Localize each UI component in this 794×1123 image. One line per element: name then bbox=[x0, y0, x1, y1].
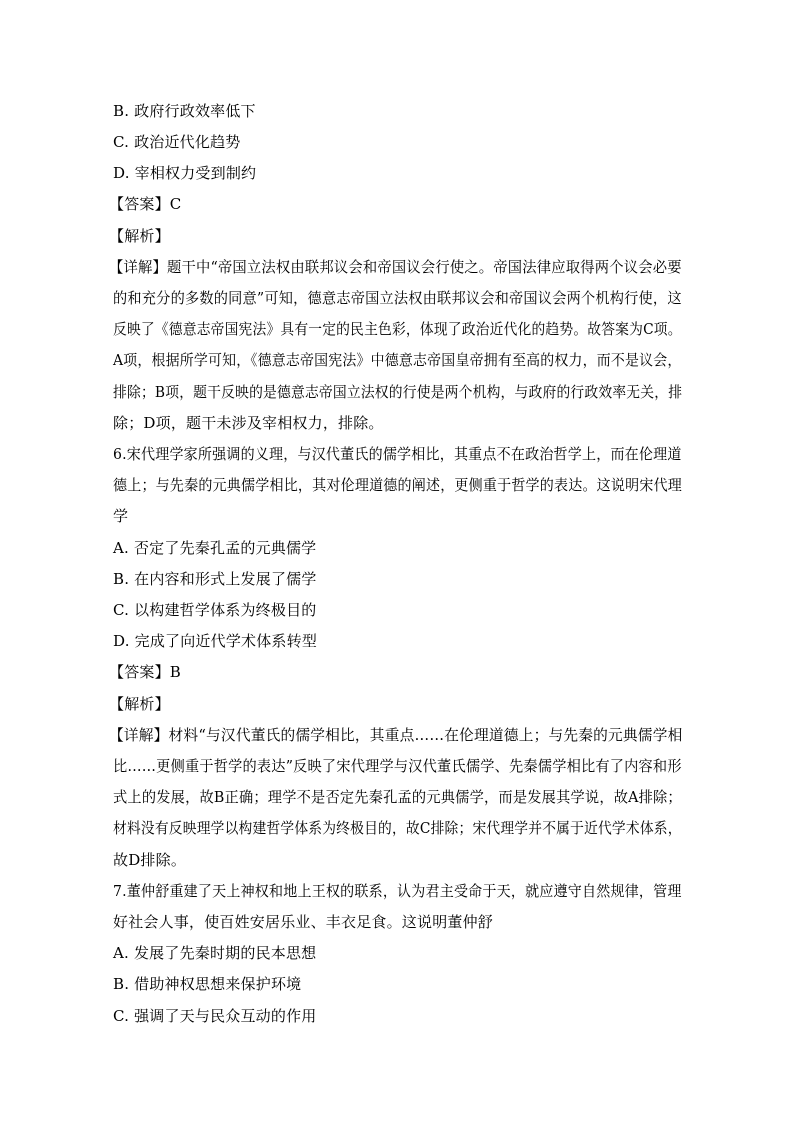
q7-option-c: C. 强调了天与民众互动的作用 bbox=[113, 1007, 317, 1025]
q5-answer: 【答案】C bbox=[109, 195, 182, 213]
q6-analysis-line: 【详解】材料“与汉代董氏的儒学相比，其重点……在伦理道德上；与先秦的元典儒学相 bbox=[109, 726, 683, 744]
q6-stem-line: 6.宋代理学家所强调的义理，与汉代董氏的儒学相比，其重点不在政治哲学上，而在伦理道 bbox=[113, 445, 682, 463]
q5-analysis-line: 除；D项，题干未涉及宰相权力，排除。 bbox=[113, 414, 384, 432]
q6-option-d: D. 完成了向近代学术体系转型 bbox=[113, 632, 318, 650]
q6-option-a: A. 否定了先秦孔孟的元典儒学 bbox=[113, 539, 317, 557]
q6-option-b: B. 在内容和形式上发展了儒学 bbox=[113, 570, 317, 588]
q5-option-c: C. 政治近代化趋势 bbox=[113, 133, 241, 151]
q5-analysis-heading: 【解析】 bbox=[109, 227, 170, 245]
q6-analysis-line: 式上的发展，故B正确；理学不是否定先秦孔孟的元典儒学，而是发展其学说，故A排除； bbox=[113, 788, 682, 806]
q6-analysis-line: 比……更侧重于哲学的表达”反映了宋代理学与汉代董氏儒学、先秦儒学相比有了内容和形 bbox=[113, 757, 682, 775]
q6-analysis-line: 故D排除。 bbox=[113, 851, 187, 869]
q5-option-d: D. 宰相权力受到制约 bbox=[113, 164, 257, 182]
q7-stem-line: 好社会人事，使百姓安居乐业、丰衣足食。这说明董仲舒 bbox=[113, 913, 494, 931]
q7-stem-line: 7.董仲舒重建了天上神权和地上王权的联系，认为君主受命于天，就应遵守自然规律，管理 bbox=[113, 882, 682, 900]
q7-option-b: B. 借助神权思想来保护环境 bbox=[113, 975, 302, 993]
q5-analysis-line: 反映了《德意志帝国宪法》具有一定的民主色彩，体现了政治近代化的趋势。故答案为C项。 bbox=[113, 320, 682, 338]
q6-stem-line: 学 bbox=[113, 507, 129, 525]
q6-analysis-line: 材料没有反映理学以构建哲学体系为终极目的，故C排除；宋代理学并不属于近代学术体系， bbox=[113, 819, 682, 837]
q5-analysis-line: 【详解】题干中“帝国立法权由联邦议会和帝国议会行使之。帝国法律应取得两个议会必要 bbox=[109, 258, 682, 276]
q5-analysis-line: 排除；B项，题干反映的是德意志帝国立法权的行使是两个机构，与政府的行政效率无关，排 bbox=[113, 383, 683, 401]
q5-option-b: B. 政府行政效率低下 bbox=[113, 102, 256, 120]
q6-answer: 【答案】B bbox=[109, 663, 182, 681]
q6-option-c: C. 以构建哲学体系为终极目的 bbox=[113, 601, 317, 619]
q5-analysis-line: 的和充分的多数的同意”可知，德意志帝国立法权由联邦议会和帝国议会两个机构行使，这 bbox=[113, 289, 682, 307]
q6-stem-line: 德上；与先秦的元典儒学相比，其对伦理道德的阐述，更侧重于哲学的表达。这说明宋代理 bbox=[113, 476, 683, 494]
q7-option-a: A. 发展了先秦时期的民本思想 bbox=[113, 944, 317, 962]
q5-analysis-line: A项，根据所学可知，《德意志帝国宪法》中德意志帝国皇帝拥有至高的权力，而不是议会， bbox=[113, 351, 682, 369]
q6-analysis-heading: 【解析】 bbox=[109, 695, 170, 713]
